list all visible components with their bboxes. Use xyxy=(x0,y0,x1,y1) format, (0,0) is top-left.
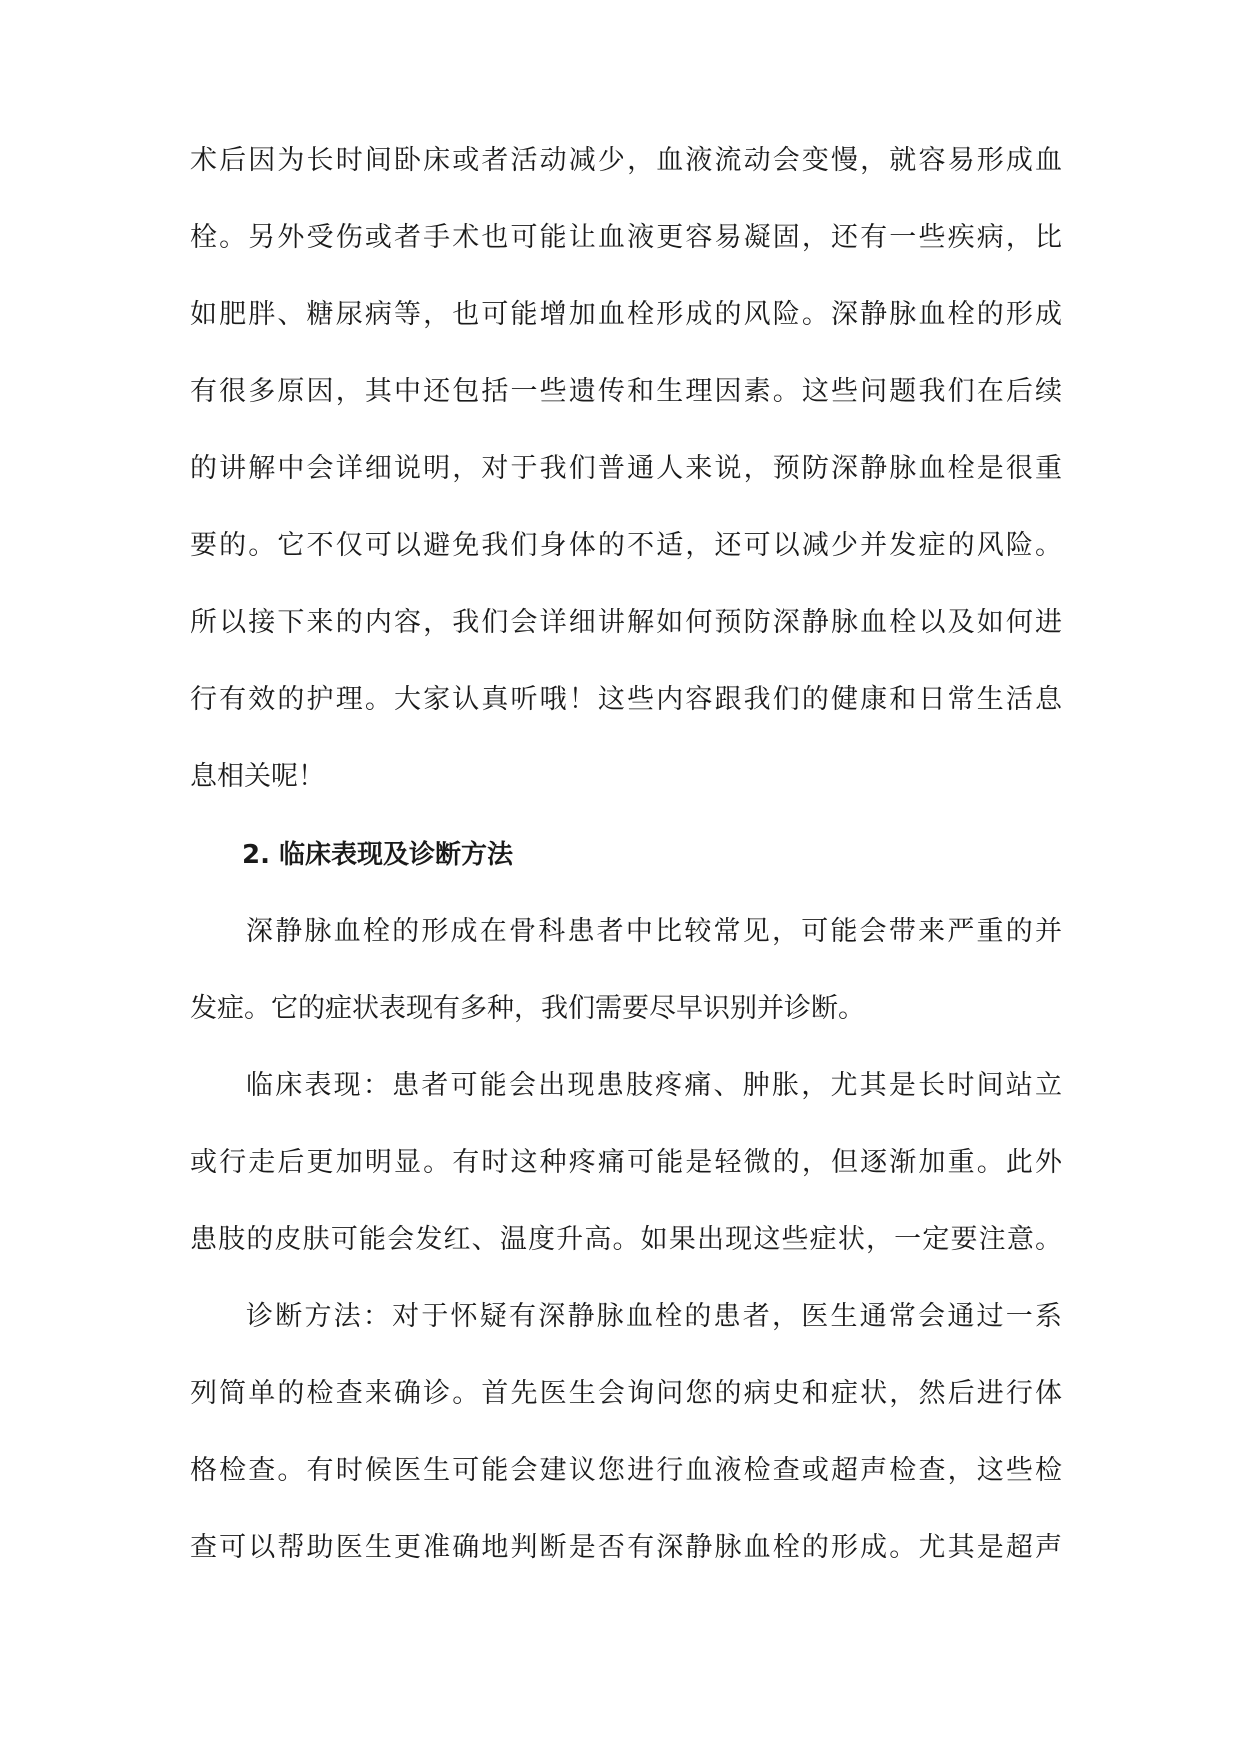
text-line: 列简单的检查来确诊。首先医生会询问您的病史和症状，然后进行体 xyxy=(190,1378,1062,1409)
section-paragraph-2 xyxy=(190,1067,1062,1259)
text-line: 所以接下来的内容，我们会详细讲解如何预防深静脉血栓以及如何进 xyxy=(190,607,1062,638)
intro-paragraph xyxy=(190,142,1062,796)
section-heading: 2. 临床表现及诊断方法 xyxy=(242,840,514,870)
text-line: 如肥胖、糖尿病等，也可能增加血栓形成的风险。深静脉血栓的形成 xyxy=(190,299,1062,330)
text-line: 患肢的皮肤可能会发红、温度升高。如果出现这些症状，一定要注意。 xyxy=(190,1224,1062,1255)
text-line: 栓。另外受伤或者手术也可能让血液更容易凝固，还有一些疾病，比 xyxy=(190,222,1062,253)
text-line: 临床表现：患者可能会出现患肢疼痛、肿胀，尤其是长时间站立 xyxy=(246,1070,1062,1101)
text-line: 查可以帮助医生更准确地判断是否有深静脉血栓的形成。尤其是超声 xyxy=(190,1532,1062,1563)
text-line: 的讲解中会详细说明，对于我们普通人来说，预防深静脉血栓是很重 xyxy=(190,453,1062,484)
text-line: 深静脉血栓的形成在骨科患者中比较常见，可能会带来严重的并 xyxy=(246,916,1062,947)
section-paragraph-1 xyxy=(190,913,1062,1028)
text-line: 发症。它的症状表现有多种，我们需要尽早识别并诊断。 xyxy=(190,993,865,1024)
text-line: 格检查。有时候医生可能会建议您进行血液检查或超声检查，这些检 xyxy=(190,1455,1062,1486)
text-line: 术后因为长时间卧床或者活动减少，血液流动会变慢，就容易形成血 xyxy=(190,145,1062,176)
document-body xyxy=(190,142,1062,1606)
text-line: 或行走后更加明显。有时这种疼痛可能是轻微的，但逐渐加重。此外 xyxy=(190,1147,1062,1178)
text-line: 要的。它不仅可以避免我们身体的不适，还可以减少并发症的风险。 xyxy=(190,530,1062,561)
text-line: 行有效的护理。大家认真听哦！这些内容跟我们的健康和日常生活息 xyxy=(190,684,1062,715)
text-line: 息相关呢！ xyxy=(190,761,325,792)
section-paragraph-3 xyxy=(190,1298,1062,1567)
text-line: 有很多原因，其中还包括一些遗传和生理因素。这些问题我们在后续 xyxy=(190,376,1062,407)
text-line: 诊断方法：对于怀疑有深静脉血栓的患者，医生通常会通过一系 xyxy=(246,1301,1062,1332)
